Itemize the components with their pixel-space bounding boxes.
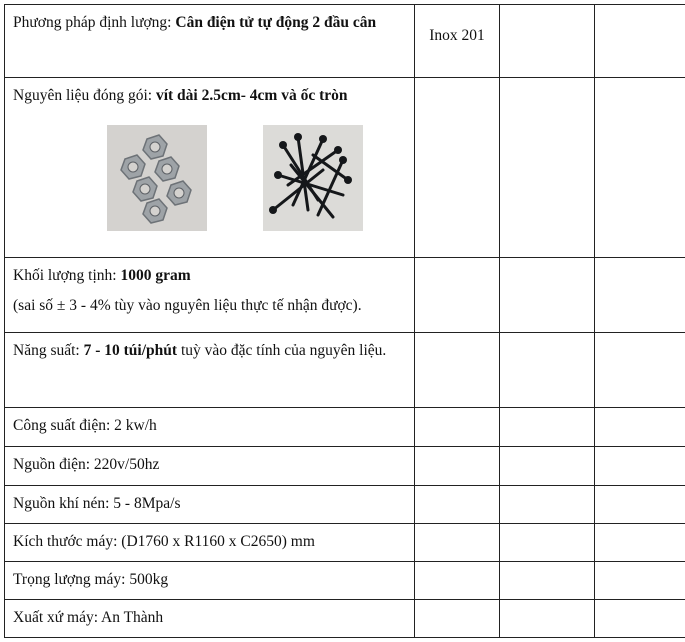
- empty-cell: [500, 447, 595, 486]
- empty-cell: [595, 333, 685, 408]
- value: vít dài 2.5cm- 4cm và ốc tròn: [155, 87, 348, 104]
- spec-table: [4, 4, 685, 638]
- empty-cell: [500, 333, 595, 408]
- empty-cell: [595, 408, 685, 447]
- hex-nuts-photo: [107, 125, 207, 231]
- table-row: [5, 258, 685, 333]
- row-net-weight: [5, 258, 415, 333]
- empty-cell: [500, 486, 595, 524]
- empty-cell: [415, 486, 500, 524]
- label: Phương pháp định lượng:: [13, 14, 176, 31]
- empty-cell: [500, 78, 595, 258]
- empty-cell: [415, 600, 500, 638]
- note: (sai số ± 3 - 4% tùy vào nguyên liệu thực tế nhận được).: [13, 297, 362, 314]
- table-row: [5, 447, 685, 486]
- empty-cell: [415, 408, 500, 447]
- row-power: [5, 408, 415, 447]
- empty-cell: [500, 408, 595, 447]
- table-row: [5, 5, 685, 78]
- row-power-source: [5, 447, 415, 486]
- empty-cell: [595, 486, 685, 524]
- value: Cân điện tử tự động 2 đầu cân: [175, 14, 377, 31]
- row-dimensions: [5, 524, 415, 562]
- empty-cell: [500, 562, 595, 600]
- label: Năng suất:: [13, 342, 84, 359]
- empty-cell: [595, 258, 685, 333]
- table-row: [5, 78, 685, 258]
- label: Công suất điện: 2 kw/h: [13, 417, 157, 434]
- label: Xuất xứ máy: An Thành: [13, 609, 164, 626]
- label: Khối lượng tịnh:: [13, 267, 121, 284]
- empty-cell: [500, 258, 595, 333]
- label: Kích thước máy: (D1760 x R1160 x C2650) mm: [13, 533, 315, 550]
- black-screws-photo: [263, 125, 363, 231]
- material-cell: [415, 5, 500, 78]
- value: 7 - 10 túi/phút: [83, 342, 178, 359]
- empty-cell: [500, 600, 595, 638]
- empty-cell: [500, 524, 595, 562]
- row-weight: [5, 562, 415, 600]
- empty-cell: [415, 258, 500, 333]
- label: Nguồn khí nén: 5 - 8Mpa/s: [13, 495, 181, 512]
- table-row: [5, 408, 685, 447]
- empty-cell: [415, 447, 500, 486]
- empty-cell: [595, 447, 685, 486]
- product-images: [13, 115, 408, 235]
- empty-cell: [415, 562, 500, 600]
- empty-cell: [415, 333, 500, 408]
- label: Nguyên liệu đóng gói:: [13, 87, 156, 104]
- material-value: Inox 201: [429, 27, 485, 44]
- row-packing-material: [5, 78, 415, 258]
- empty-cell: [415, 78, 500, 258]
- row-weighing-method: [5, 5, 415, 78]
- empty-cell: [595, 600, 685, 638]
- empty-cell: [595, 524, 685, 562]
- label: Nguồn điện: 220v/50hz: [13, 456, 160, 473]
- value: 1000 gram: [120, 267, 191, 284]
- empty-cell: [595, 5, 685, 78]
- table-row: [5, 333, 685, 408]
- table-row: [5, 524, 685, 562]
- empty-cell: [595, 562, 685, 600]
- table-row: [5, 562, 685, 600]
- table-row: [5, 600, 685, 638]
- row-capacity: [5, 333, 415, 408]
- empty-cell: [595, 78, 685, 258]
- empty-cell: [500, 5, 595, 78]
- empty-cell: [415, 524, 500, 562]
- note: tuỳ vào đặc tính của nguyên liệu.: [177, 342, 387, 359]
- table-row: [5, 486, 685, 524]
- row-air-source: [5, 486, 415, 524]
- row-origin: [5, 600, 415, 638]
- label: Trọng lượng máy: 500kg: [13, 571, 169, 588]
